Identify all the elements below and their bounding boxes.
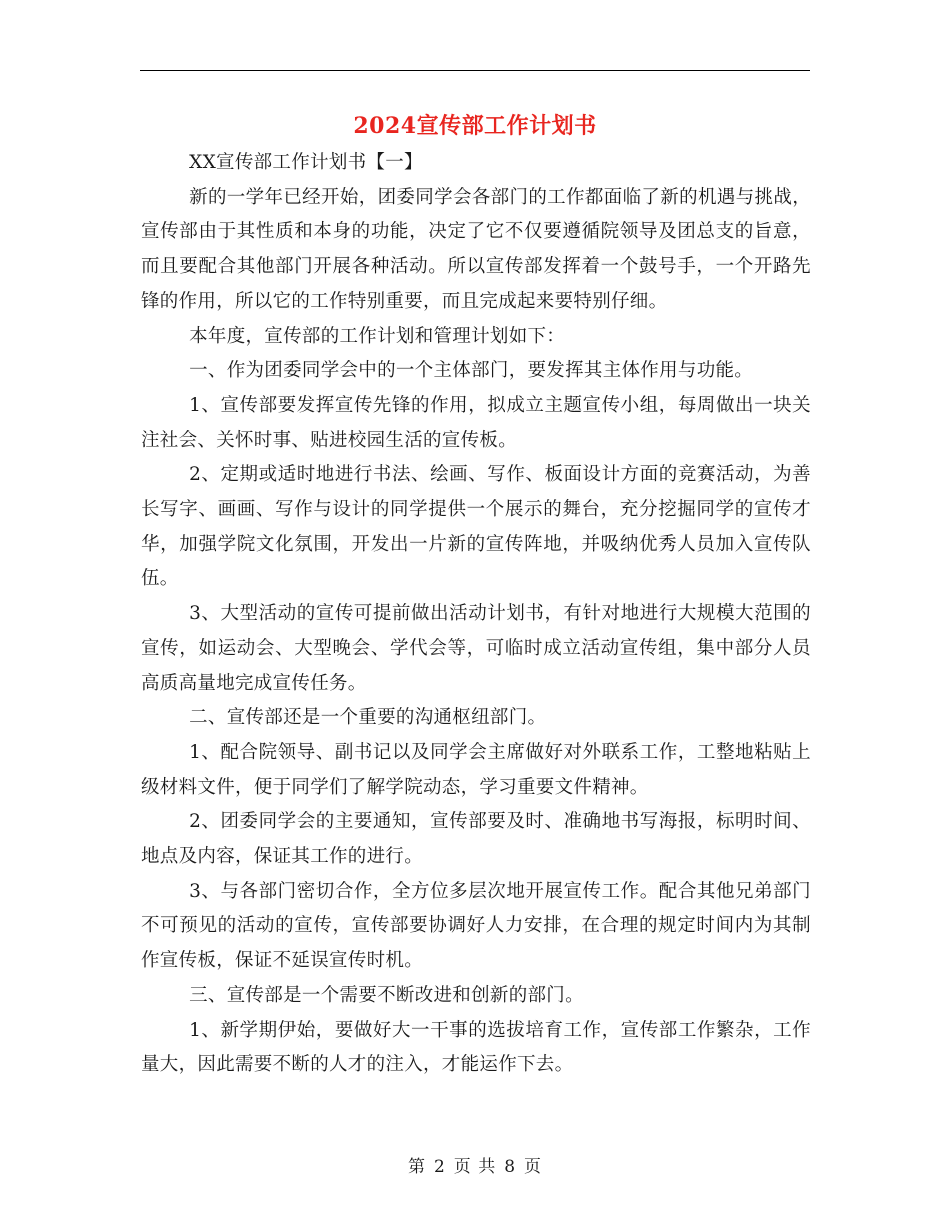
paragraph: 1、新学期伊始，要做好大一干事的选拔培育工作，宣传部工作繁杂，工作量大，因此需要不断的人才的注入，才能运作下去。 xyxy=(141,1019,811,1076)
paragraph: 本年度，宣传部的工作计划和管理计划如下： xyxy=(189,325,566,347)
total-pages-number: 8 xyxy=(504,1157,517,1177)
paragraph: 3、大型活动的宣传可提前做出活动计划书，有针对地进行大规模大范围的宣传，如运动会、大型晚会、学代会等，可临时成立活动宣传组，集中部分人员高质高量地完成宣传任务。 xyxy=(141,603,811,694)
paragraph: 一、作为团委同学会中的一个主体部门，要发挥其主体作用与功能。 xyxy=(189,360,754,382)
section-heading: XX宣传部工作计划书【一】 xyxy=(189,152,423,173)
paragraph: 2、定期或适时地进行书法、绘画、写作、板面设计方面的竞赛活动，为善长写字、画画、写作与设计的同学提供一个展示的舞台，充分挖掘同学的宣传才华，加强学院文化氛围，开发出一片新的宣传阵地，并吸纳优秀人员加入宣传队伍。 xyxy=(141,464,811,590)
footer-prefix: 第 xyxy=(407,1157,426,1177)
header-rule xyxy=(140,70,810,71)
paragraph: 二、宣传部还是一个重要的沟通枢纽部门。 xyxy=(189,707,547,729)
paragraph: 3、与各部门密切合作，全方位多层次地开展宣传工作。配合其他兄弟部门不可预见的活动的宣传，宣传部要协调好人力安排，在合理的规定时间内为其制作宣传板，保证不延误宣传时机。 xyxy=(141,880,811,972)
paragraph: 新的一学年已经开始，团委同学会各部门的工作都面临了新的机遇与挑战，宣传部由于其性质和本身的功能，决定了它不仅要遵循院领导及团总支的旨意，而且要配合其他部门开展各种活动。所以宣传部发挥着一个鼓号手，一个开路先锋的作用，所以它的工作特别重要，而且完成起来要特别仔细。 xyxy=(141,186,811,312)
paragraph: 1、宣传部要发挥宣传先锋的作用，拟成立主题宣传小组，每周做出一块关注社会、关怀时事、贴进校园生活的宣传板。 xyxy=(141,394,811,451)
paragraph: 1、配合院领导、副书记以及同学会主席做好对外联系工作，工整地粘贴上级材料文件，便于同学们了解学院动态，学习重要文件精神。 xyxy=(141,741,811,798)
current-page-number: 2 xyxy=(433,1157,446,1177)
page-footer xyxy=(0,1152,950,1177)
footer-middle: 页 共 xyxy=(453,1157,497,1177)
document-title: 2024宣传部工作计划书 xyxy=(353,113,597,139)
footer-suffix: 页 xyxy=(524,1157,543,1177)
document-body xyxy=(141,146,811,1083)
paragraph: 2、团委同学会的主要通知，宣传部要及时、准确地书写海报，标明时间、地点及内容，保证其工作的进行。 xyxy=(141,811,811,868)
paragraph: 三、宣传部是一个需要不断改进和创新的部门。 xyxy=(189,984,584,1006)
